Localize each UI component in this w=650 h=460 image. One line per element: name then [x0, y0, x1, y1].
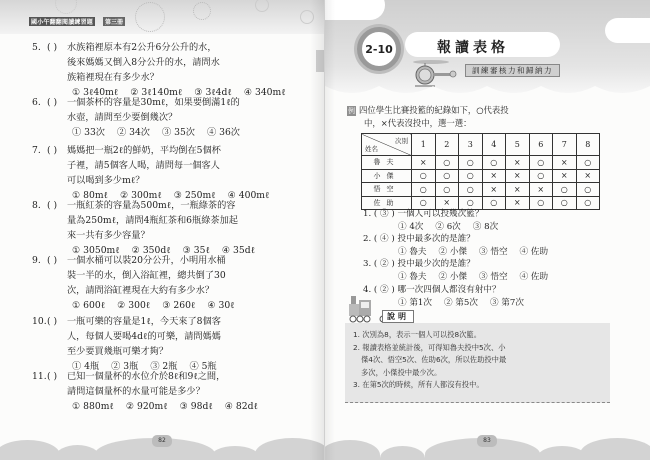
- decor-circle: [255, 0, 269, 12]
- left-page-header: [0, 0, 325, 34]
- answer-option[interactable]: ③ 98dℓ: [179, 401, 213, 412]
- answer-option[interactable]: ① 4瓶: [72, 361, 100, 372]
- column-header: 7: [553, 134, 577, 156]
- table-row: [362, 169, 600, 183]
- answer-option[interactable]: ④ 82dℓ: [224, 401, 258, 412]
- page-edge-tab: [316, 50, 324, 72]
- question-text-line: 次，請問浴缸裡現在大約有多少水？: [67, 285, 214, 296]
- shot-result-cell: ×: [553, 156, 577, 170]
- explanation-item: 3. 在第5次的時候，所有人都沒有投中。: [353, 380, 484, 389]
- answer-option[interactable]: ① 3050mℓ: [72, 245, 120, 256]
- explanation-title: 說明: [382, 310, 414, 323]
- student-name: 佐助: [362, 196, 412, 210]
- decor-burst: [193, 2, 211, 20]
- filled-answer[interactable]: ③: [380, 209, 389, 219]
- answer-options: [398, 271, 633, 284]
- book-title: 國小午翻翻閱讀練習題: [31, 19, 94, 26]
- question-text-line: 媽媽把一瓶2ℓ的鮮奶，平均倒在5個杯: [67, 145, 221, 156]
- answer-blank[interactable]: ( ): [47, 42, 58, 53]
- column-header: 1: [412, 134, 436, 156]
- decor-burst: [135, 2, 165, 32]
- column-header: 4: [482, 134, 506, 156]
- lesson-title: 報讀表格: [437, 40, 509, 56]
- decor-circle: [300, 10, 314, 24]
- question-text-line: 請問這個量杯的水量可能是多少？: [67, 386, 205, 397]
- paren: ): [388, 259, 398, 269]
- paren: ): [388, 285, 398, 295]
- shot-result-cell: ×: [506, 169, 530, 183]
- footer-cloud: [210, 446, 260, 460]
- lesson-header: [325, 0, 650, 95]
- answer-option[interactable]: ② 第5次: [443, 298, 478, 308]
- shot-result-cell: ×: [506, 183, 530, 197]
- lesson-number: 2-10: [365, 42, 393, 56]
- shot-result-cell: ×: [553, 169, 577, 183]
- question-number[interactable]: 8.: [32, 200, 41, 211]
- question-item: [363, 258, 633, 284]
- answer-option[interactable]: ③ 3ℓ4dℓ: [194, 87, 232, 98]
- question-line: [363, 258, 633, 271]
- question-item: [32, 369, 294, 414]
- question-number[interactable]: 9.: [32, 255, 41, 266]
- answer-blank[interactable]: ( ): [47, 97, 58, 108]
- question-text-line: 量為250mℓ，請問4瓶紅茶和6瓶綠茶加起: [67, 215, 238, 226]
- answer-option[interactable]: ③ 悟空: [479, 272, 508, 282]
- question-text-line: 後來媽媽又倒入8分公升的水，請問水: [67, 57, 220, 68]
- question-text-line: 子裡，請5個客人喝，請問每一個客人: [67, 160, 220, 171]
- answer-option[interactable]: ② 300ℓ: [117, 300, 151, 311]
- answer-option[interactable]: ② 3瓶: [111, 361, 139, 372]
- answer-options: [72, 399, 294, 414]
- paren: (: [371, 234, 381, 244]
- column-header: 3: [459, 134, 483, 156]
- shot-result-cell: ○: [412, 183, 436, 197]
- question-text-line: 來一共有多少容量？: [67, 230, 150, 241]
- question-text-line: 至少要買幾瓶可樂才夠？: [67, 346, 169, 357]
- question-text-line: 一瓶紅茶的容量為500mℓ，一瓶綠茶的容: [67, 200, 236, 211]
- shot-result-cell: ×: [412, 156, 436, 170]
- answer-option[interactable]: ③ 8次: [472, 222, 499, 232]
- answer-blank[interactable]: ( ): [47, 316, 58, 327]
- column-axis-label: 次別: [395, 137, 408, 145]
- answer-option[interactable]: ④ 佐助: [519, 247, 549, 257]
- shot-result-cell: ○: [529, 156, 553, 170]
- footer-cloud: [0, 440, 60, 460]
- answer-option[interactable]: ② 小傑: [438, 272, 468, 282]
- answer-option[interactable]: ① 33次: [72, 127, 105, 138]
- answer-option[interactable]: ② 34次: [117, 127, 150, 138]
- decor-cloud: [605, 18, 650, 43]
- shot-result-cell: ×: [482, 183, 506, 197]
- answer-option[interactable]: ③ 35ℓ: [182, 245, 210, 256]
- shot-result-cell: ×: [529, 183, 553, 197]
- answer-option[interactable]: ③ 2瓶: [150, 361, 178, 372]
- footer-cloud: [380, 446, 425, 460]
- shot-result-cell: ×: [482, 169, 506, 183]
- student-name: 小傑: [362, 169, 412, 183]
- shot-result-cell: ○: [435, 169, 459, 183]
- answer-option[interactable]: ④ 400mℓ: [227, 190, 270, 201]
- answer-option[interactable]: ④ 佐助: [519, 272, 549, 282]
- question-item: [32, 253, 294, 313]
- paren: (: [371, 209, 381, 219]
- page-number: 83: [477, 435, 497, 447]
- question-text-line: 一個水桶可以裝20分公升，小明用水桶: [67, 255, 226, 266]
- example-text-line2: 中，×代表沒投中，選一選：: [364, 118, 472, 128]
- shot-result-cell: ○: [482, 156, 506, 170]
- skill-banner: 訓練審核力和歸納力: [465, 64, 560, 77]
- answer-option[interactable]: ② 6次: [435, 222, 461, 232]
- filled-answer[interactable]: ②: [380, 259, 389, 269]
- column-header: 8: [576, 134, 600, 156]
- question-text-line: 一瓶可樂的容量是1ℓ，今天來了8個客: [67, 316, 221, 327]
- right-page: [325, 0, 650, 460]
- question-text: 一個人可以投幾次籃？: [397, 209, 484, 219]
- question-number[interactable]: 10.: [32, 316, 47, 327]
- filled-answer[interactable]: ④: [380, 234, 389, 244]
- question-item: [32, 314, 294, 374]
- question-line: [363, 233, 633, 246]
- answer-blank[interactable]: ( ): [47, 200, 58, 211]
- answer-option[interactable]: ④ 5瓶: [189, 361, 217, 372]
- question-item: [32, 143, 294, 203]
- answer-blank[interactable]: ( ): [47, 145, 58, 156]
- paren: (: [371, 259, 381, 269]
- shot-result-cell: ○: [482, 196, 506, 210]
- question-text-line: 人，每個人要喝4dℓ的可樂，請問媽媽: [67, 331, 221, 342]
- explanation-body: [353, 329, 607, 392]
- shot-result-cell: ○: [459, 169, 483, 183]
- example-tag: 例: [348, 107, 355, 115]
- question-number[interactable]: 11.: [32, 371, 47, 382]
- shot-result-cell: ×: [506, 156, 530, 170]
- answer-option[interactable]: ③ 第7次: [489, 298, 524, 308]
- score-table: [361, 133, 600, 210]
- question-text: 投中最少次的是誰？: [397, 259, 475, 269]
- explanation-item: 傑4次、悟空5次、佐助6次，所以佐助投中最: [361, 355, 507, 364]
- shot-result-cell: ○: [459, 196, 483, 210]
- question-item: [363, 208, 633, 234]
- shot-result-cell: ○: [529, 196, 553, 210]
- table-corner-header: [362, 134, 412, 156]
- footer-cloud: [255, 438, 325, 460]
- table-row: [362, 156, 600, 170]
- paren: (: [371, 285, 381, 295]
- answer-option[interactable]: ④ 36次: [207, 127, 240, 138]
- example-text-line1: 四位學生比賽投籃的紀錄如下，○代表投: [359, 105, 509, 115]
- answer-option[interactable]: ① 80mℓ: [72, 190, 108, 201]
- question-item: [32, 198, 294, 258]
- example-intro: [347, 104, 637, 130]
- answer-option[interactable]: ① 880mℓ: [72, 401, 114, 412]
- answer-options: [72, 298, 294, 313]
- header-scallop: [325, 86, 650, 100]
- answer-option[interactable]: ③ 260ℓ: [162, 300, 196, 311]
- answer-option[interactable]: ④ 30ℓ: [207, 300, 235, 311]
- shot-result-cell: ○: [435, 156, 459, 170]
- shot-result-cell: ○: [576, 156, 600, 170]
- answer-option[interactable]: ① 魯夫: [398, 247, 427, 257]
- answer-option[interactable]: ③ 35次: [162, 127, 195, 138]
- answer-option[interactable]: ② 300mℓ: [119, 190, 162, 201]
- paren: ): [388, 209, 398, 219]
- answer-option[interactable]: ③ 悟空: [479, 247, 508, 257]
- column-header: 5: [506, 134, 530, 156]
- question-number[interactable]: 5.: [32, 42, 41, 53]
- question-number: 1.: [363, 209, 372, 219]
- question-text-line: 族箱裡現在有多少水？: [67, 72, 159, 83]
- question-text: 投中最多次的是誰？: [397, 234, 475, 244]
- shot-result-cell: ×: [506, 196, 530, 210]
- answer-option[interactable]: ① 4次: [398, 222, 424, 232]
- score-table-header: [362, 134, 600, 156]
- answer-blank[interactable]: ( ): [47, 255, 58, 266]
- question-text-line: 一個茶杯的容量是30mℓ，如果要倒滿1ℓ的: [67, 97, 240, 108]
- shot-result-cell: ○: [576, 196, 600, 210]
- answer-option[interactable]: ① 魯夫: [398, 272, 427, 282]
- question-text-line: 裝一半的水，倒入浴缸裡，總共倒了30: [67, 270, 226, 281]
- question-item: [363, 233, 633, 259]
- question-line: [363, 208, 633, 221]
- student-name: 悟空: [362, 183, 412, 197]
- answer-blank[interactable]: ( ): [47, 371, 58, 382]
- shot-result-cell: ○: [459, 156, 483, 170]
- shot-result-cell: ×: [435, 196, 459, 210]
- answer-option[interactable]: ② 小傑: [438, 247, 468, 257]
- decor-cloud: [325, 0, 385, 20]
- question-text-line: 水族箱裡原本有2公升6分公升的水，: [67, 42, 217, 53]
- lesson-number-badge: [357, 27, 401, 71]
- column-header: 6: [529, 134, 553, 156]
- question-text-line: 水壺，請問至少要倒幾次？: [67, 112, 178, 123]
- shot-result-cell: ○: [412, 169, 436, 183]
- shot-result-cell: ○: [529, 169, 553, 183]
- shot-result-cell: ○: [553, 196, 577, 210]
- shot-result-cell: ○: [435, 183, 459, 197]
- book-volume: 第三冊: [105, 19, 124, 26]
- shot-result-cell: ○: [553, 183, 577, 197]
- shot-result-cell: ×: [576, 169, 600, 183]
- question-number[interactable]: 7.: [32, 145, 41, 156]
- page-footer: [0, 430, 325, 460]
- shot-result-cell: ○: [412, 196, 436, 210]
- answer-option[interactable]: ① 第1次: [398, 298, 432, 308]
- student-name: 魯夫: [362, 156, 412, 170]
- helicopter-icon: [403, 58, 461, 88]
- column-header: 2: [435, 134, 459, 156]
- page-footer: [325, 430, 650, 460]
- answer-options: [72, 125, 294, 140]
- question-text: 哪一次四個人都沒有射中？: [397, 285, 501, 295]
- question-number: 4.: [363, 285, 372, 295]
- question-number: 3.: [363, 259, 372, 269]
- question-text-line: 已知一個量杯的水位介於8ℓ和9ℓ之間，: [67, 371, 226, 382]
- table-row: [362, 183, 600, 197]
- footer-cloud: [325, 440, 380, 460]
- page-number: 82: [152, 435, 172, 447]
- question-item: [32, 40, 294, 100]
- footer-cloud: [55, 445, 100, 460]
- question-number[interactable]: 6.: [32, 97, 41, 108]
- shot-result-cell: ○: [459, 183, 483, 197]
- question-item: [32, 95, 294, 140]
- explanation-item: 多次，小傑投中最少次。: [361, 367, 442, 377]
- row-axis-label: 姓名: [365, 145, 378, 153]
- answer-option[interactable]: ② 350dℓ: [131, 245, 171, 256]
- answer-option[interactable]: ④ 35dℓ: [221, 245, 256, 256]
- explanation-item: 2. 報讀表格並統計後，可得知魯夫投中5次、小: [353, 342, 506, 352]
- answer-option[interactable]: ④ 340mℓ: [243, 87, 286, 98]
- answer-option[interactable]: ③ 250mℓ: [173, 190, 216, 201]
- question-text-line: 可以喝到多少mℓ？: [67, 175, 145, 186]
- paren: ): [388, 234, 398, 244]
- shot-result-cell: ○: [576, 183, 600, 197]
- decor-burst: [55, 0, 77, 14]
- question-number: 2.: [363, 234, 372, 244]
- answer-option[interactable]: ① 600ℓ: [72, 300, 106, 311]
- explanation-item: 1. 次別為8，表示一個人可以投8次籃。: [353, 330, 482, 339]
- answer-option[interactable]: ① 3ℓ40mℓ: [72, 87, 119, 98]
- answer-option[interactable]: ② 920mℓ: [125, 401, 168, 412]
- filled-answer[interactable]: ②: [380, 285, 389, 295]
- answer-option[interactable]: ② 3ℓ140mℓ: [130, 87, 183, 98]
- footer-cloud: [580, 438, 650, 460]
